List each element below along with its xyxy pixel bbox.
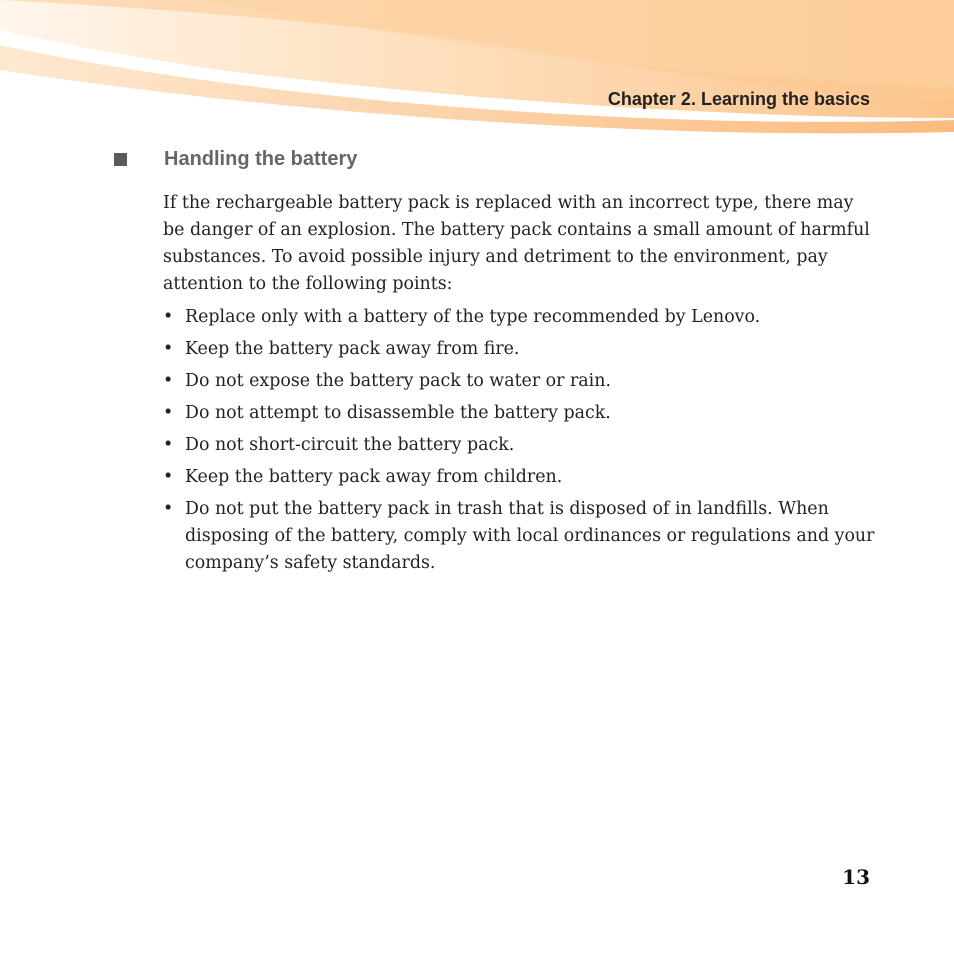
- header-decoration: [0, 0, 954, 140]
- page-number: 13: [842, 865, 870, 889]
- list-item-text: Do not put the battery pack in trash that is disposed of in landfills. When disposing of the battery, comply with local ordinances or regulations and your company’s safety standards.: [185, 499, 875, 573]
- square-bullet-icon: [114, 153, 127, 166]
- list-item-text: Replace only with a battery of the type recommended by Lenovo.: [185, 307, 761, 327]
- list-item-text: Keep the battery pack away from fire.: [185, 339, 520, 359]
- list-item: [163, 496, 875, 577]
- bullet-icon: •: [163, 435, 174, 455]
- bullet-icon: •: [163, 371, 174, 391]
- list-item: [163, 400, 875, 427]
- precaution-list: [163, 304, 875, 582]
- list-item: [163, 464, 875, 491]
- chapter-title: Chapter 2. Learning the basics: [607, 89, 870, 109]
- bullet-icon: •: [163, 307, 174, 327]
- section-heading: [114, 148, 357, 171]
- bullet-icon: •: [163, 499, 174, 519]
- bullet-icon: •: [163, 467, 174, 487]
- list-item: [163, 336, 875, 363]
- bullet-icon: •: [163, 339, 174, 359]
- bullet-icon: •: [163, 403, 174, 423]
- section-title: Handling the battery: [164, 148, 358, 170]
- list-item-text: Do not short-circuit the battery pack.: [185, 435, 515, 455]
- list-item: [163, 432, 875, 459]
- list-item-text: Keep the battery pack away from children.: [185, 467, 563, 487]
- intro-paragraph: If the rechargeable battery pack is replaced with an incorrect type, there may be danger of an explosion. The battery pack contains a small amount of harmful substances. To avoid possible injury and detriment to the environment, pay attention to the following points:: [163, 193, 870, 294]
- list-item: [163, 368, 875, 395]
- list-item-text: Do not attempt to disassemble the battery pack.: [185, 403, 611, 423]
- list-item: [163, 304, 875, 331]
- list-item-text: Do not expose the battery pack to water or rain.: [185, 371, 611, 391]
